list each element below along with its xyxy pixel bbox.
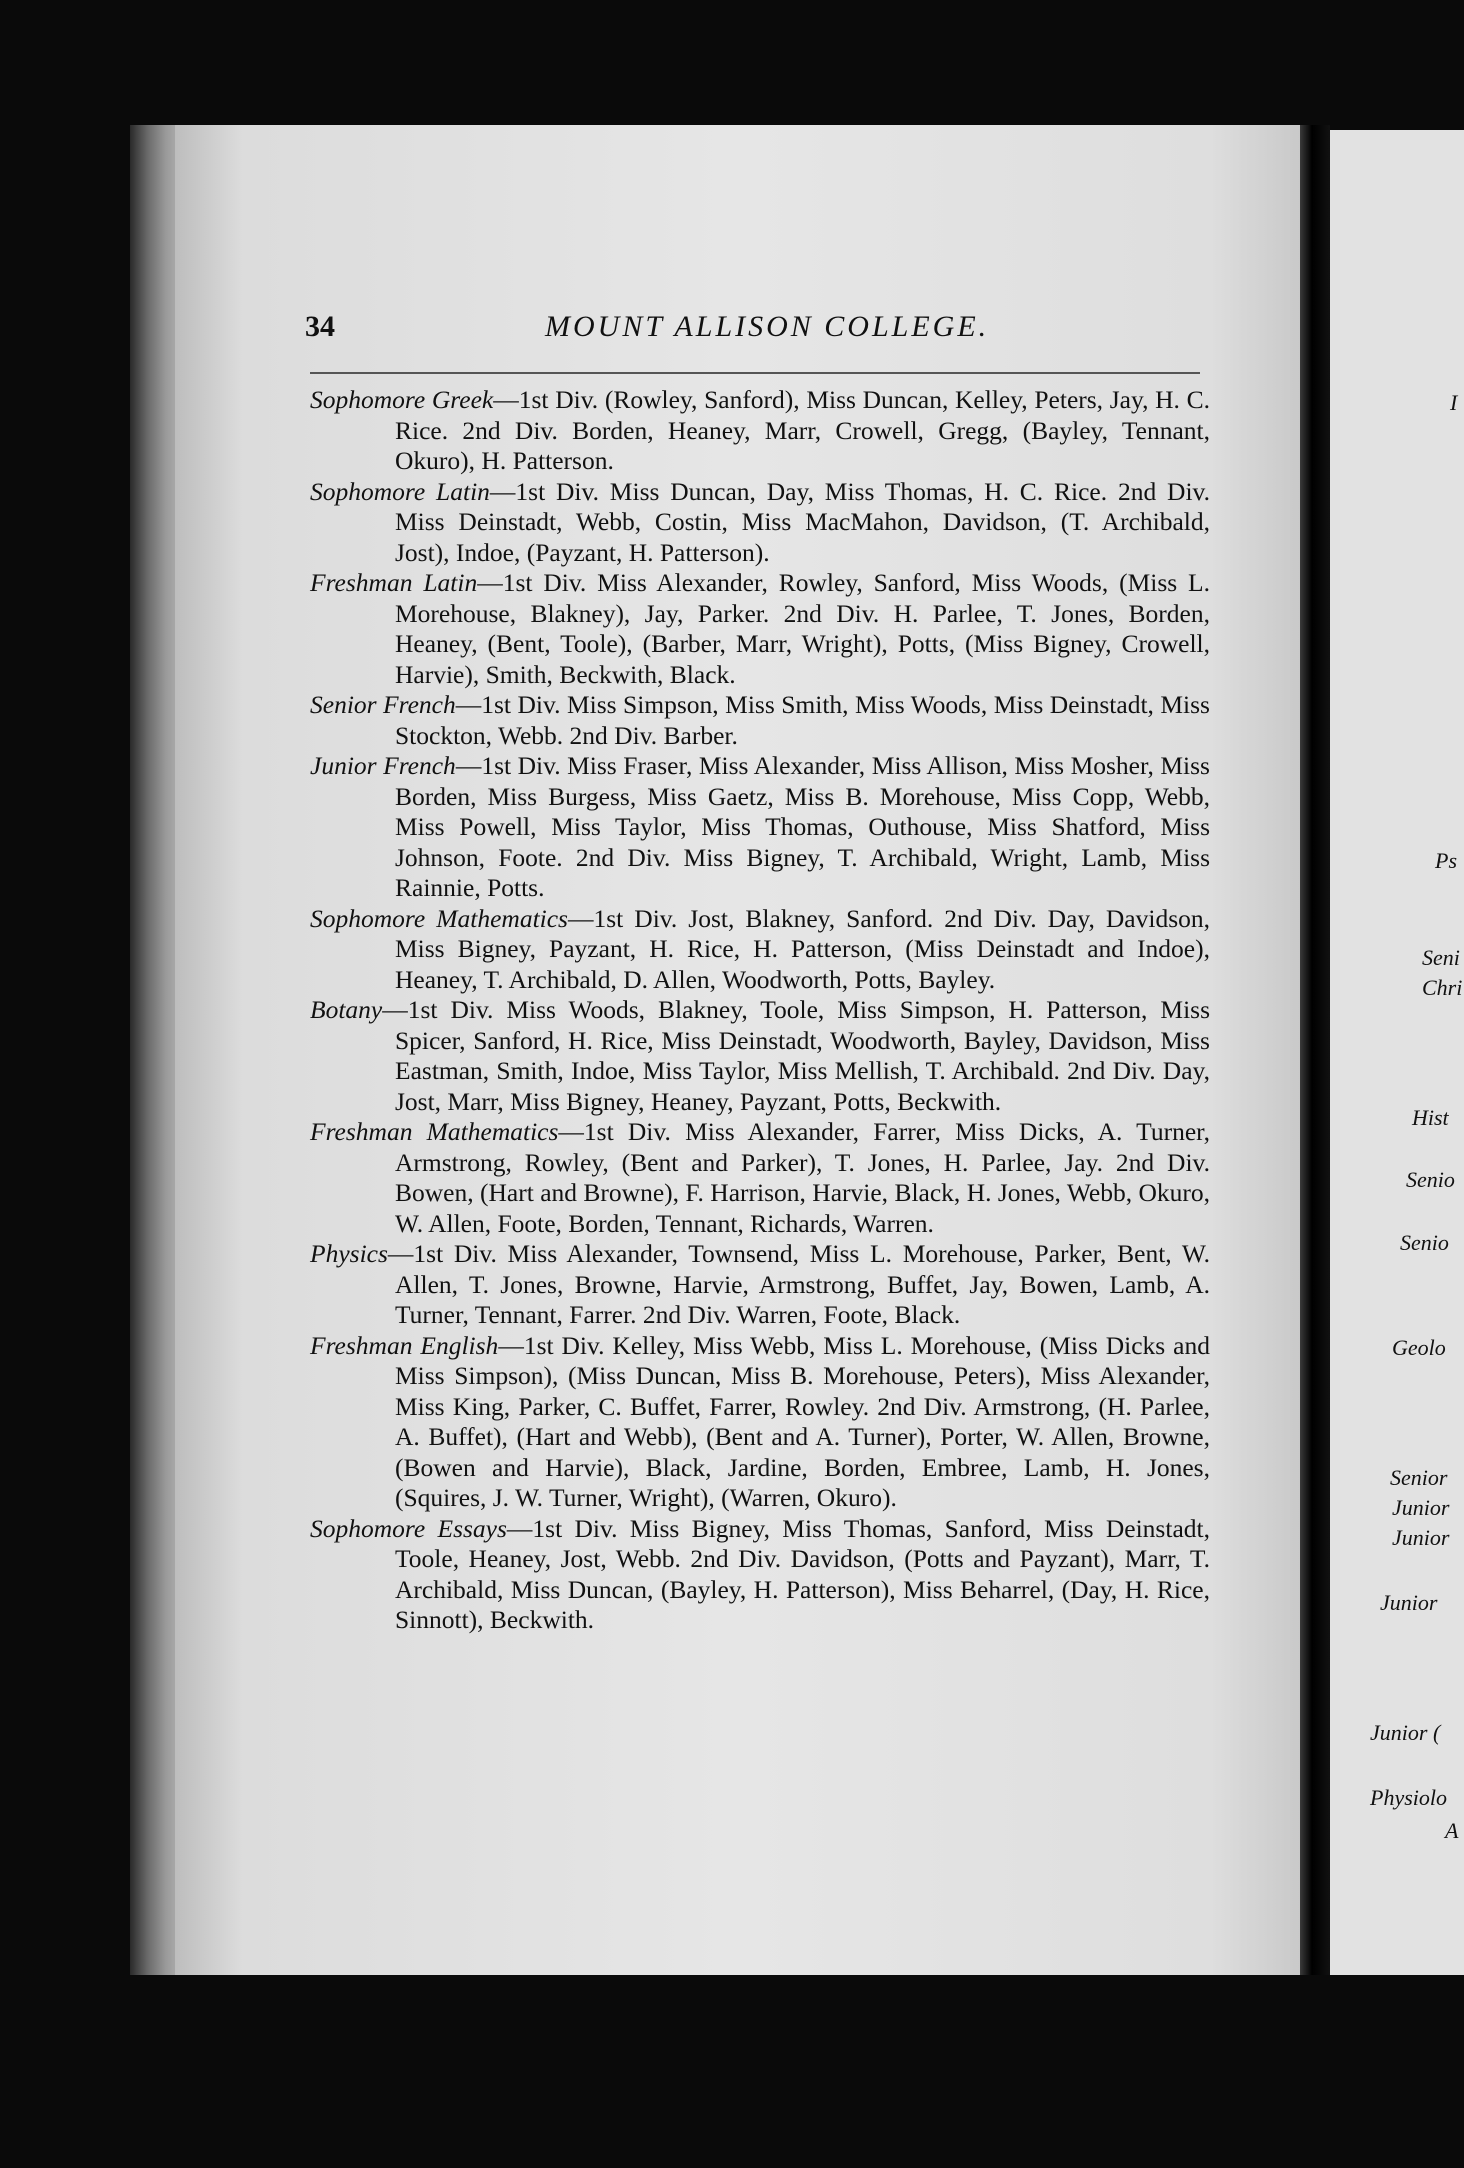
subject-label: Freshman Latin bbox=[310, 568, 478, 597]
page-number: 34 bbox=[305, 310, 335, 343]
entry-text: —1st Div. Kelley, Miss Webb, Miss L. Morehouse, (Miss Dicks and Miss Simpson), (Miss Duncan, Miss B. Morehouse, Peters), Miss Alexander, Miss King, Parker, C. Buffet, Farrer, Rowley. 2nd Div. Armstrong, (H. Parlee, A. Buffet), (Hart and Webb), (Bent and A. Turner), Porter, W. Allen, Browne, (Bowen and Harvie), Black, Jardine, Borden, Embree, Lamb, H. Jones, (Squires, J. W. Turner, Wright), (Warren, Okuro). bbox=[395, 1330, 1210, 1512]
book-page bbox=[175, 125, 1300, 1975]
page-header bbox=[305, 310, 1225, 350]
header-rule bbox=[310, 372, 1200, 374]
subject-label: Freshman Mathematics bbox=[310, 1117, 559, 1146]
facing-fragment: Ps bbox=[1435, 848, 1457, 873]
subject-label: Junior French bbox=[310, 751, 456, 780]
facing-fragment: Hist bbox=[1412, 1105, 1449, 1130]
entry-text: —1st Div. Miss Simpson, Miss Smith, Miss Woods, Miss Deinstadt, Miss Stockton, Webb. 2nd Div. Barber. bbox=[395, 690, 1210, 750]
entry-sophomore-greek bbox=[310, 385, 1210, 477]
facing-fragment: Junior bbox=[1380, 1590, 1438, 1615]
running-title: MOUNT ALLISON COLLEGE. bbox=[545, 310, 990, 343]
entry-senior-french bbox=[310, 690, 1210, 751]
subject-label: Physics bbox=[310, 1239, 388, 1268]
facing-fragment: Physiolo bbox=[1370, 1785, 1447, 1810]
subject-label: Sophomore Mathematics bbox=[310, 903, 568, 933]
entry-text: —1st Div. Miss Alexander, Rowley, Sanford, Miss Woods, (Miss L. Morehouse, Blakney), Jay, Parker. 2nd Div. H. Parlee, T. Jones, Borden, Heaney, (Bent, Toole), (Barber, Marr, Wright), Potts, (Miss Bigney, Crowell, Harvie), Smith, Beckwith, Black. bbox=[395, 568, 1211, 689]
entry-text: —1st Div. Miss Duncan, Day, Miss Thomas, H. C. Rice. 2nd Div. Miss Deinstadt, Webb, Costin, Miss MacMahon, Davidson, (T. Archibald, Jost), Indoe, (Payzant, H. Patterson). bbox=[395, 476, 1210, 567]
entry-sophomore-essays bbox=[310, 1514, 1210, 1636]
entry-text: —1st Div. Miss Woods, Blakney, Toole, Miss Simpson, H. Patterson, Miss Spicer, Sanford, H. Rice, Miss Deinstadt, Woodworth, Bayley, Davidson, Miss Eastman, Smith, Indoe, Miss Taylor, Miss Mellish, T. Archibald. 2nd Div. Day, Jost, Marr, Miss Bigney, Heaney, Payzant, Potts, Beckwith. bbox=[382, 995, 1210, 1116]
entry-text: —1st Div. (Rowley, Sanford), Miss Duncan, Kelley, Peters, Jay, H. C. Rice. 2nd Div. Borden, Heaney, Marr, Crowell, Gregg, (Bayley, Tennant, Okuro), H. Patterson. bbox=[395, 385, 1210, 475]
subject-label: Sophomore Latin bbox=[310, 476, 490, 506]
entry-sophomore-latin bbox=[310, 477, 1210, 569]
entry-text: —1st Div. Miss Bigney, Miss Thomas, Sanford, Miss Deinstadt, Toole, Heaney, Jost, Webb. 2nd Div. Davidson, (Potts and Payzant), Marr, T. Archibald, Miss Duncan, (Bayley, H. Patterson), Miss Beharrel, (Day, H. Rice, Sinnott), Beckwith. bbox=[395, 1513, 1210, 1634]
facing-fragment: Senior bbox=[1390, 1465, 1448, 1490]
class-list bbox=[310, 385, 1210, 1636]
facing-fragment: Junior bbox=[1392, 1525, 1450, 1550]
subject-label: Senior French bbox=[310, 690, 456, 719]
facing-fragment: Senio bbox=[1406, 1167, 1455, 1192]
facing-fragment: Geolo bbox=[1392, 1335, 1446, 1360]
book-gutter bbox=[1300, 125, 1330, 1975]
subject-label: Freshman English bbox=[310, 1330, 499, 1360]
facing-fragment: A bbox=[1445, 1818, 1459, 1843]
entry-physics bbox=[310, 1239, 1210, 1331]
facing-fragment: Junior ( bbox=[1370, 1720, 1441, 1745]
subject-label: Sophomore Essays bbox=[310, 1513, 507, 1543]
facing-fragment: I bbox=[1450, 390, 1458, 415]
facing-page-edge bbox=[1330, 130, 1464, 1975]
entry-text: —1st Div. Miss Fraser, Miss Alexander, Miss Allison, Miss Mosher, Miss Borden, Miss Burgess, Miss Gaetz, Miss B. Morehouse, Miss Copp, Webb, Miss Powell, Miss Taylor, Miss Thomas, Outhouse, Miss Shatford, Miss Johnson, Foote. 2nd Div. Miss Bigney, T. Archibald, Wright, Lamb, Miss Rainnie, Potts. bbox=[395, 751, 1210, 902]
entry-freshman-latin bbox=[310, 568, 1210, 690]
subject-label: Botany bbox=[310, 995, 383, 1024]
entry-junior-french bbox=[310, 751, 1210, 904]
entry-freshman-english bbox=[310, 1331, 1210, 1514]
entry-text: —1st Div. Miss Alexander, Townsend, Miss L. Morehouse, Parker, Bent, W. Allen, T. Jones, Browne, Harvie, Armstrong, Buffet, Jay, Bowen, Lamb, A. Turner, Tennant, Farrer. 2nd Div. Warren, Foote, Black. bbox=[387, 1239, 1210, 1329]
entry-text: —1st Div. Miss Alexander, Farrer, Miss Dicks, A. Turner, Armstrong, Rowley, (Bent and Parker), T. Jones, H. Parlee, Jay. 2nd Div. Bowen, (Hart and Browne), F. Harrison, Harvie, Black, H. Jones, Webb, Okuro, W. Allen, Foote, Borden, Tennant, Richards, Warren. bbox=[395, 1117, 1210, 1238]
entry-botany bbox=[310, 995, 1210, 1117]
facing-fragment: Seni bbox=[1422, 945, 1460, 970]
facing-fragment: Junior bbox=[1392, 1495, 1450, 1520]
entry-freshman-mathematics bbox=[310, 1117, 1210, 1239]
entry-sophomore-mathematics bbox=[310, 904, 1210, 996]
facing-fragment: Senio bbox=[1400, 1230, 1449, 1255]
subject-label: Sophomore Greek bbox=[310, 385, 494, 414]
entry-text: —1st Div. Jost, Blakney, Sanford. 2nd Div. Day, Davidson, Miss Bigney, Payzant, H. Rice, H. Patterson, (Miss Deinstadt and Indoe), Heaney, T. Archibald, D. Allen, Woodworth, Potts, Bayley. bbox=[395, 903, 1210, 994]
facing-fragment: Chri bbox=[1422, 975, 1463, 1000]
